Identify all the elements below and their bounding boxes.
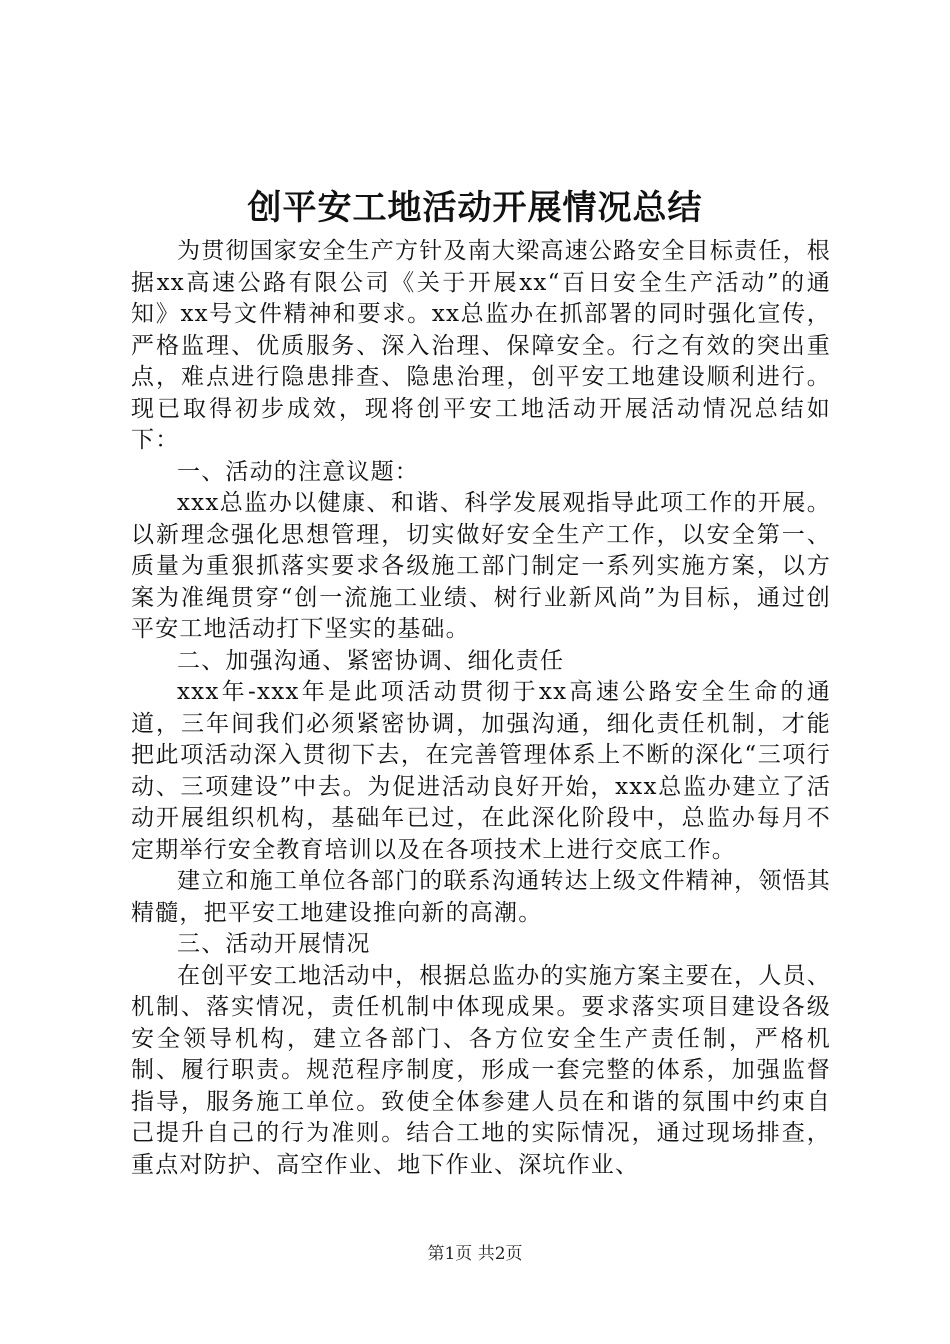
- section-heading-2: 二、加强沟通、紧密协调、细化责任: [177, 647, 565, 674]
- document-title: 创平安工地活动开展情况总结: [247, 188, 703, 228]
- section-heading-3: 三、活动开展情况: [177, 931, 371, 957]
- document-body: [131, 236, 831, 1181]
- paragraph-section-2a: xxx年-xxx年是此项活动贯彻于xx高速公路安全生命的通道，三年间我们必须紧密协调，加强沟通，细化责任机制，才能把此项活动深入贯彻下去，在完善管理体系上不断的深化“三项行动、三项建设”中去。为促进活动良好开始，xxx总监办建立了活动开展组织机构，基础年已过，在此深化阶段中，总监办每月不定期举行安全教育培训以及在各项技术上进行交底工作。: [131, 679, 831, 863]
- paragraph-intro: 为贯彻国家安全生产方针及南大梁高速公路安全目标责任，根据xx高速公路有限公司《关于开展xx“百日安全生产活动”的通知》xx号文件精神和要求。xx总监办在抓部署的同时强化宣传，严格监理、优质服务、深入治理、保障安全。行之有效的突出重点，难点进行隐患排查、隐患治理，创平安工地建设顺利进行。现已取得初步成效，现将创平安工地活动开展活动情况总结如下：: [131, 238, 831, 453]
- section-heading-1: 一、活动的注意议题：: [177, 458, 419, 485]
- page-footer: 第1页 共2页: [427, 1244, 523, 1264]
- paragraph-section-1: xxx总监办以健康、和谐、科学发展观指导此项工作的开展。以新理念强化思想管理，切实做好安全生产工作，以安全第一、质量为重狠抓落实要求各级施工部门制定一系列实施方案，以方案为准绳贯穿“创一流施工业绩、树行业新风尚”为目标，通过创平安工地活动打下坚实的基础。: [131, 490, 831, 642]
- paragraph-section-3: 在创平安工地活动中，根据总监办的实施方案主要在，人员、机制、落实情况，责任机制中体现成果。要求落实项目建设各级安全领导机构，建立各部门、各方位安全生产责任制，严格机制、履行职责。规范程序制度，形成一套完整的体系，加强监督指导，服务施工单位。致使全体参建人员在和谐的氛围中约束自己提升自己的行为准则。结合工地的实际情况，通过现场排查，重点对防护、高空作业、地下作业、深坑作业、: [131, 962, 831, 1178]
- paragraph-section-2b: 建立和施工单位各部门的联系沟通转达上级文件精神，领悟其精髓，把平安工地建设推向新的高潮。: [131, 868, 831, 926]
